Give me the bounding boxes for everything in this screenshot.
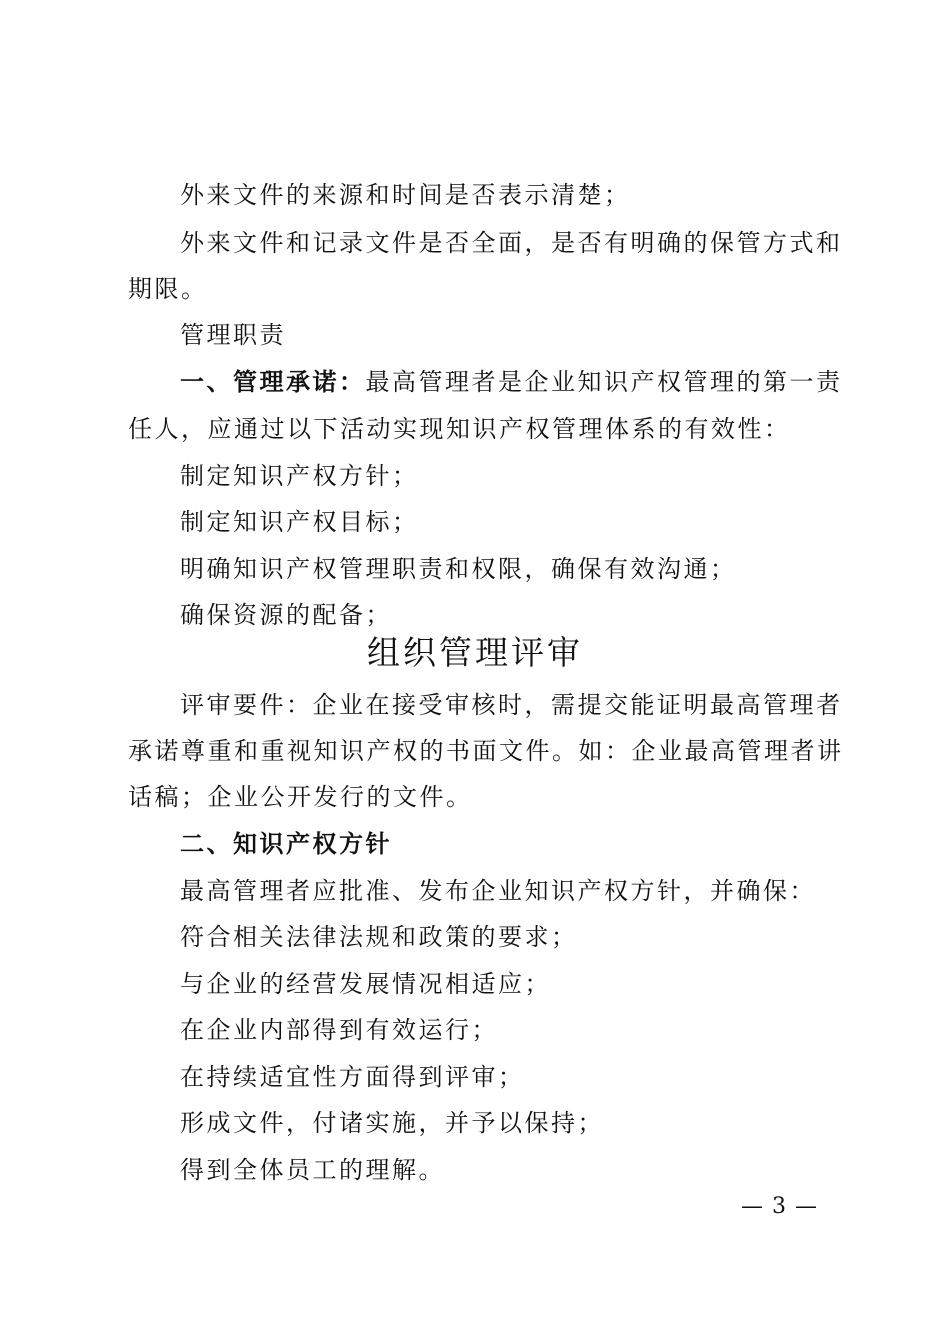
paragraph-line: 得到全体员工的理解。	[180, 1156, 445, 1184]
page-number: — 3 —	[741, 1194, 818, 1219]
paragraph-line: 形成文件，付诸实施，并予以保持；	[180, 1109, 604, 1137]
section-heading-policy: 二、知识产权方针	[180, 829, 392, 858]
paragraph-line: 在持续适宜性方面得到评审；	[180, 1063, 525, 1091]
paragraph-line: 符合相关法律法规和政策的要求；	[180, 923, 578, 951]
section-heading-commitment: 一、管理承诺：	[180, 367, 366, 396]
paragraph-line: 管理职责	[180, 321, 286, 349]
paragraph-line: 期限。	[128, 275, 208, 303]
paragraph-line: 制定知识产权方针；	[180, 462, 419, 490]
paragraph-line: 话稿；企业公开发行的文件。	[128, 783, 473, 811]
paragraph-line: 与企业的经营发展情况相适应；	[180, 970, 551, 998]
paragraph-line: 确保资源的配备；	[180, 601, 392, 629]
paragraph-line: 任人，应通过以下活动实现知识产权管理体系的有效性：	[128, 415, 791, 443]
paragraph-line: 最高管理者应批准、发布企业知识产权方针，并确保：	[180, 877, 816, 905]
paragraph-line: 评审要件：企业在接受审核时，需提交能证明最高管理者	[180, 691, 843, 719]
section-title: 组织管理评审	[367, 633, 583, 672]
paragraph-line: 明确知识产权管理职责和权限，确保有效沟通；	[180, 555, 737, 583]
paragraph-line: 制定知识产权目标；	[180, 508, 419, 536]
paragraph-line: 承诺尊重和重视知识产权的书面文件。如：企业最高管理者讲	[128, 737, 844, 765]
paragraph-line: 外来文件和记录文件是否全面，是否有明确的保管方式和	[180, 229, 843, 257]
paragraph-text: 最高管理者是企业知识产权管理的第一责	[365, 368, 843, 396]
paragraph-line: 外来文件的来源和时间是否表示清楚；	[180, 181, 631, 209]
paragraph-line: 在企业内部得到有效运行；	[180, 1016, 498, 1044]
paragraph-line	[180, 365, 870, 399]
